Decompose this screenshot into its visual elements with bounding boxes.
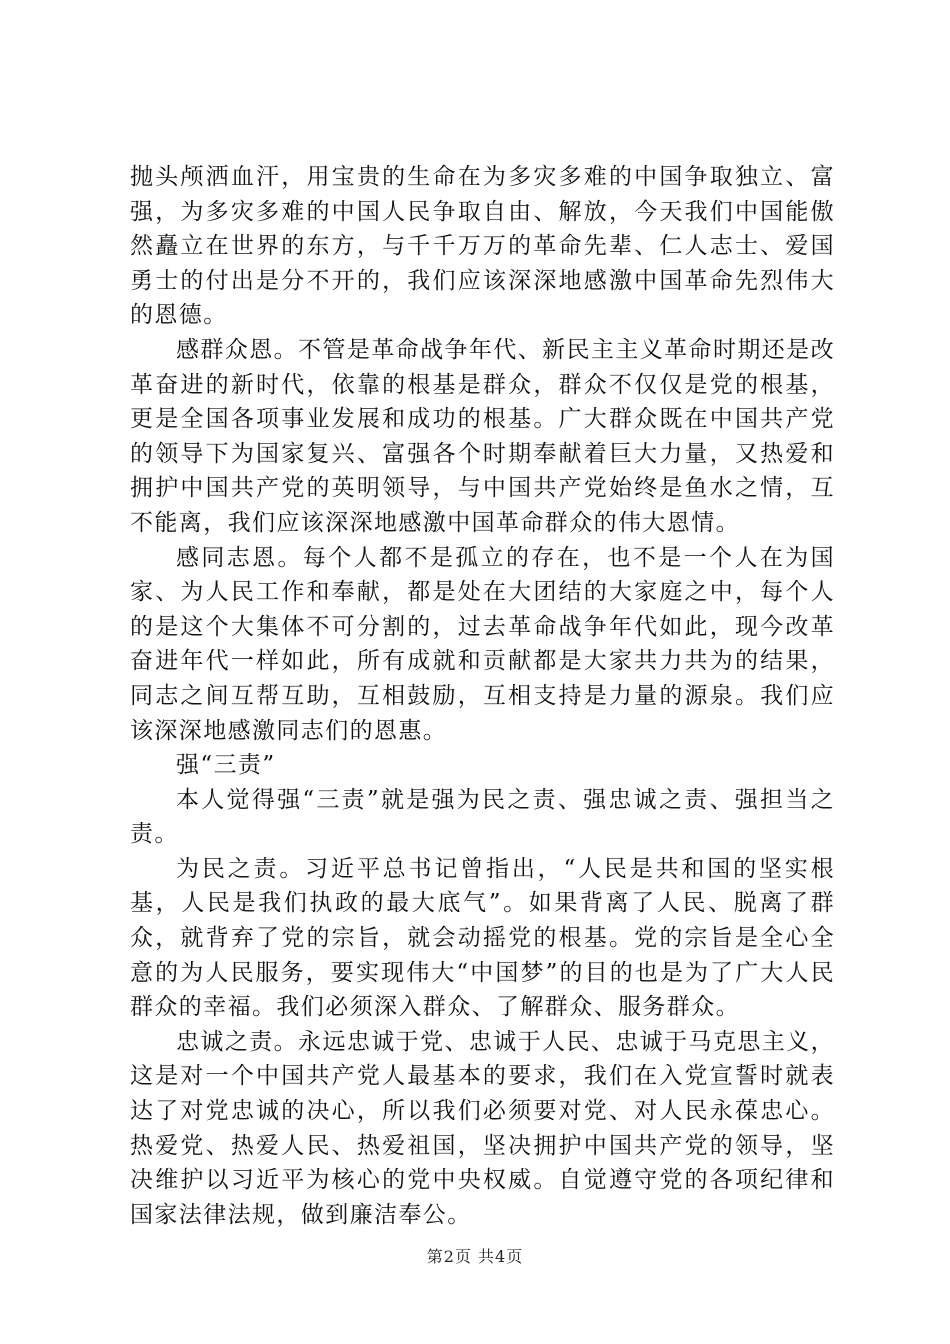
- paragraph-three-duties-intro: 本人觉得强“三责”就是强为民之责、强忠诚之责、强担当之责。: [130, 786, 835, 848]
- paragraph-duty-to-people: 为民之责。习近平总书记曾指出，“人民是共和国的坚实根基，人民是我们执政的最大底气”。如果背离了人民、脱离了群众，就背弃了党的宗旨，就会动摇党的根基。党的宗旨是全心全意的为人民服务，要实现伟大“中国梦”的目的也是为了广大人民群众的幸福。我们必须深入群众、了解群众、服务群众。: [130, 855, 835, 1021]
- paragraph-gratitude-masses: 感群众恩。不管是革命战争年代、新民主主义革命时期还是改革奋进的新时代，依靠的根基是群众，群众不仅仅是党的根基，更是全国各项事业发展和成功的根基。广大群众既在中国共产党的领导下为国家复兴、富强各个时期奉献着巨大力量，又热爱和拥护中国共产党的英明领导，与中国共产党始终是鱼水之情，互不能离，我们应该深深地感激中国革命群众的伟大恩情。: [130, 336, 835, 536]
- paragraph-gratitude-comrades: 感同志恩。每个人都不是孤立的存在，也不是一个人在为国家、为人民工作和奉献，都是处在大团结的大家庭之中，每个人的是这个大集体不可分割的，过去革命战争年代如此，现今改革奋进年代一样如此，所有成就和贡献都是大家共力共为的结果，同志之间互帮互助，互相鼓励，互相支持是力量的源泉。我们应该深深地感激同志们的恩惠。: [130, 544, 835, 744]
- page-number-footer: 第2页 共4页: [426, 1247, 524, 1266]
- paragraph-duty-of-loyalty: 忠诚之责。永远忠诚于党、忠诚于人民、忠诚于马克思主义，这是对一个中国共产党人最基本的要求，我们在入党宣誓时就表达了对党忠诚的决心，所以我们必须要对党、对人民永葆忠心。热爱党、热爱人民、热爱祖国，坚决拥护中国共产党的领导，坚决维护以习近平为核心的党中央权威。自觉遵守党的各项纪律和国家法律法规，做到廉洁奉公。: [130, 1028, 835, 1228]
- document-body: [130, 160, 835, 1232]
- section-heading-three-duties: 强“三责”: [176, 752, 276, 779]
- paragraph-continuation: 抛头颅洒血汗，用宝贵的生命在为多灾多难的中国争取独立、富强，为多灾多难的中国人民争取自由、解放，今天我们中国能傲然矗立在世界的东方，与千千万万的革命先辈、仁人志士、爱国勇士的付出是分不开的，我们应该深深地感激中国革命先烈伟大的恩德。: [130, 164, 835, 329]
